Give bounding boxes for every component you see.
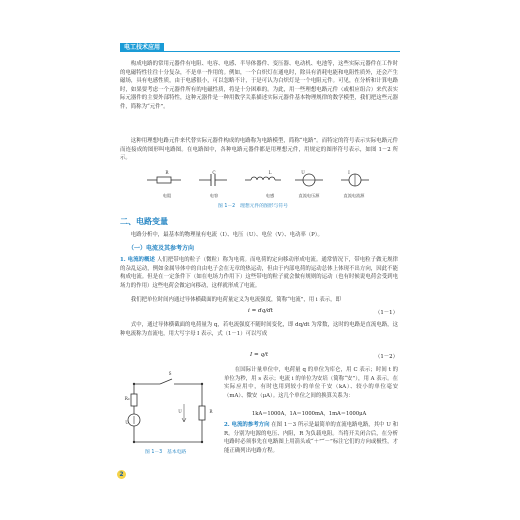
- voltage-source-letter: U: [301, 170, 305, 175]
- inductor-label: 电感: [265, 193, 275, 198]
- circuit-us-label: U: [125, 420, 129, 425]
- header-tag: 电工技术应用: [120, 43, 164, 52]
- unit-conversion: 1kA＝1000A，1A＝1000mA，1mA＝1000μA: [252, 411, 367, 417]
- inductor-symbol: [245, 177, 281, 180]
- header-rule: [160, 51, 400, 52]
- voltage-source-symbol: [295, 174, 323, 186]
- resistor-label: 电阻: [162, 193, 172, 198]
- section-title: 二、电路变量: [120, 217, 168, 226]
- capacitor-symbol: [199, 174, 227, 186]
- item-1-heading: 1. 电流的概述: [120, 257, 156, 263]
- current-source-letter: I: [348, 170, 350, 175]
- equation-1-1: i = dq/dt: [248, 308, 273, 314]
- circuit-r0-label: R₀: [124, 396, 130, 401]
- figure-1-2-caption: 图 1－2 理想元件的图形与符号: [218, 204, 288, 209]
- paragraph-8: [224, 421, 398, 455]
- paragraph-4: [120, 256, 398, 290]
- current-source-label: 直流电流源: [343, 193, 365, 198]
- paragraph-1: 构成电路的常用元器件有电阻、电容、电感、半导体器件、变压器、电动机、电池等，这些实际元器件在工作时的电磁特性往往十分复杂，不是单一作用的。例如，一个白炽灯在通电时，除具有消耗电能和电阻性质外，还会产生磁场，具有电感性质，由于电感很小，可以忽略不计，于是可认为白炽灯是一个电阻元件。可见，在分析和计算电路时，如果要考虑一个元器件所有的电磁性质，将是十分困难的。为此，用一些理想电路元件（或相应组合）来代表实际元器件的主要外部特性，这种元器件是一种用数学关系描述实际元器件基本物理规律的数学模型，我们把这些元器件，简称为“元件”。: [120, 61, 398, 110]
- resistor-letter: R: [165, 170, 169, 175]
- paragraph-8-text: 在图 1－3 所示是最简单的直流电路电路，其中 U 和 R。分别为电源的电压、内阻，R 为负载电阻。当将开关闭合后，在分析电路时必须事先在电路图上用箭头或“＋”“－”标注它们的方向或极性，才能正确列出电路方程。: [224, 422, 398, 454]
- circuit-switch-label: S: [168, 371, 172, 376]
- paragraph-6: 式中，通过导体横截面的电荷量为 q，若电流强度不随时间变化，即 dq/dt 为常数，这时的电路是直流电路，这种电流称为直流电，用大写字母 I 表示，式（1－1）可以写成: [120, 322, 398, 337]
- paragraph-2: 这种用理想电路元件来代替实际元器件构成的电路称为电路模型，简称“电路”。而特定的符号表示实际电路元件而连接成的图形叫电路图。在电路图中，各种电路元器件都是用理想元件，用规定的图形符号表示，如图 1－2 所示。: [120, 138, 398, 162]
- page-header: [120, 43, 400, 52]
- capacitor-label: 电容: [209, 193, 219, 198]
- resistor-symbol: [147, 177, 181, 183]
- paragraph-4-text: 人们把带电的粒子（微粒）称为电荷。而电荷的定向移动形成电流。通常情况下，带电粒子做无规律的杂乱运动，例如金属导体中的自由电子会在无章的热运动，但由于内部电荷的运动总体上体现不出方向，因此不能构成电流。但是在一定条件下（如在电场力作用下）这些带电的粒子就会做有规则的运动（也有时候说电荷会受到电场力的作用）这些电荷会做定向移动，这样就形成了电流。: [120, 257, 398, 289]
- capacitor-letter: C: [212, 170, 216, 175]
- paragraph-3: 电路分析中，最基本的物理量有电流（I）、电压（U）、电位（V）、电动率（P）。: [130, 232, 323, 238]
- basic-circuit-diagram: [122, 378, 217, 450]
- current-source-symbol: [341, 174, 369, 186]
- inductor-letter: L: [268, 170, 272, 175]
- figure-1-3-caption: 图 1－3 基本电路: [145, 450, 187, 455]
- equation-1-2: I = q/t: [250, 352, 269, 358]
- equation-1-1-number: （1－1）: [374, 310, 398, 316]
- page-number: 2: [117, 470, 126, 479]
- paragraph-7: 在国际计量单位中，电荷量 q 的单位为库仑，用 C 表示；时间 t 的单位为秒，用 s 表示；电流 i 的单位为安培（简称“安”），用 A 表示。在实际应用中，有时也用到较小的单位千安（kA）、较小的单位毫安（mA）、微安（μA）。这几个单位之间的换算关系为：: [224, 367, 398, 399]
- item-2-heading: 2. 电流的参考方向: [224, 422, 270, 428]
- paragraph-5: 我们把单位时间内通过导体横截面的电荷量定义为电流强度，简称“电流”，用 i 表示，即: [130, 297, 341, 303]
- equation-1-2-number: （1－2）: [374, 354, 398, 360]
- voltage-source-label: 直流电压源: [298, 193, 320, 198]
- subsection-title: （一）电流及其参考方向: [128, 245, 195, 252]
- circuit-u-label: U: [178, 409, 182, 414]
- circuit-r-label: R: [209, 409, 213, 414]
